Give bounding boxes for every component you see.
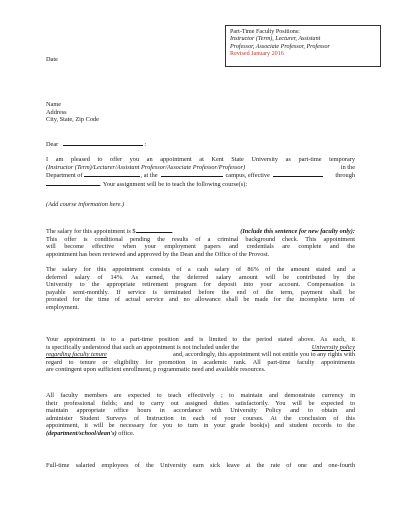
paragraph-part-time-limits: Your appointment is to a part-time position and is limited to the period stated above. As such, it is specifically understood that such an appointment is not included under the University policy regarding faculty tenure and, accordingly, this appointment will not entitle you to any rights with regard to tenure or eligibility for promotion in academic rank. All part-time faculty appointments are contingent upon sufficient enrollment, p rogrammatic need and available resources. [46,336,355,374]
paragraph-sick-leave: Full-time salaried employees of the University earn sick leave at the rate of one and one-fourth [46,462,355,469]
paragraph-expectations: All faculty members are expected to teach effectively ; to maintain and demonstrate currency in their professional fields; and to carry out assigned duties satisfactorily. You will be expected to maintain appropriate office hours in accordance with University Policy and to obtain and administer Student Surveys of Instruction in each of your courses. At the conclusion of this appointment, it will be necessary for you to turn in your grade book(s) and student records to the (department/school/dean's) office. [46,392,355,437]
recipient-address: Address [46,108,67,116]
paragraph-salary: The salary for this appointment is $ . (Include this sentence for new faculty only): This offer is conditional pending the results of a criminal background check. This appointment will become effective when your employment papers and credentials are complete and the appointment has been reviewed and approved by the Dean and the Office of the Provost. [46,228,355,258]
box-ranks-line1: Instructor (Term), Lecturer, Assistant [230,36,321,43]
add-course-placeholder: (Add course information here.) [46,201,125,208]
salutation-text: Dear [46,141,59,148]
box-title: Part-Time Faculty Positions: [230,29,300,35]
salutation: Dear : [46,141,147,148]
paragraph-offer: I am pleased to offer you an appointment at Kent State University as part-time temporary (Instructor (Term)/Lecturer/Assistant Professor/Associate Professor/Professor) in the Department of , at the campus, effective through . Your assignment will be to teach the following course(s): [46,156,355,188]
address-block [46,101,99,124]
revision-date: Revised January 2016 [230,51,284,58]
recipient-city: City, State, Zip Code [46,116,99,124]
box-ranks-line2: Professor, Associate Professor, Professor [230,43,330,50]
date-label: Date [46,56,58,63]
paragraph-deferred-salary: The salary for this appointment consists of a cash salary of 86% of the amount stated and a deferred salary of 14%. As earned, the deferred salary amount will be contributed by the University to the appropriate retirement program for deposit into your account. Compensation is payable semi-monthly. If service is terminated before the end of the term, payment shall be prorated for the time of actual service and no allowance shall be made for the incomplete term of employment. [46,266,355,311]
position-info-box [225,25,381,67]
recipient-name: Name [46,101,62,108]
recipient-name-blank [63,140,143,146]
